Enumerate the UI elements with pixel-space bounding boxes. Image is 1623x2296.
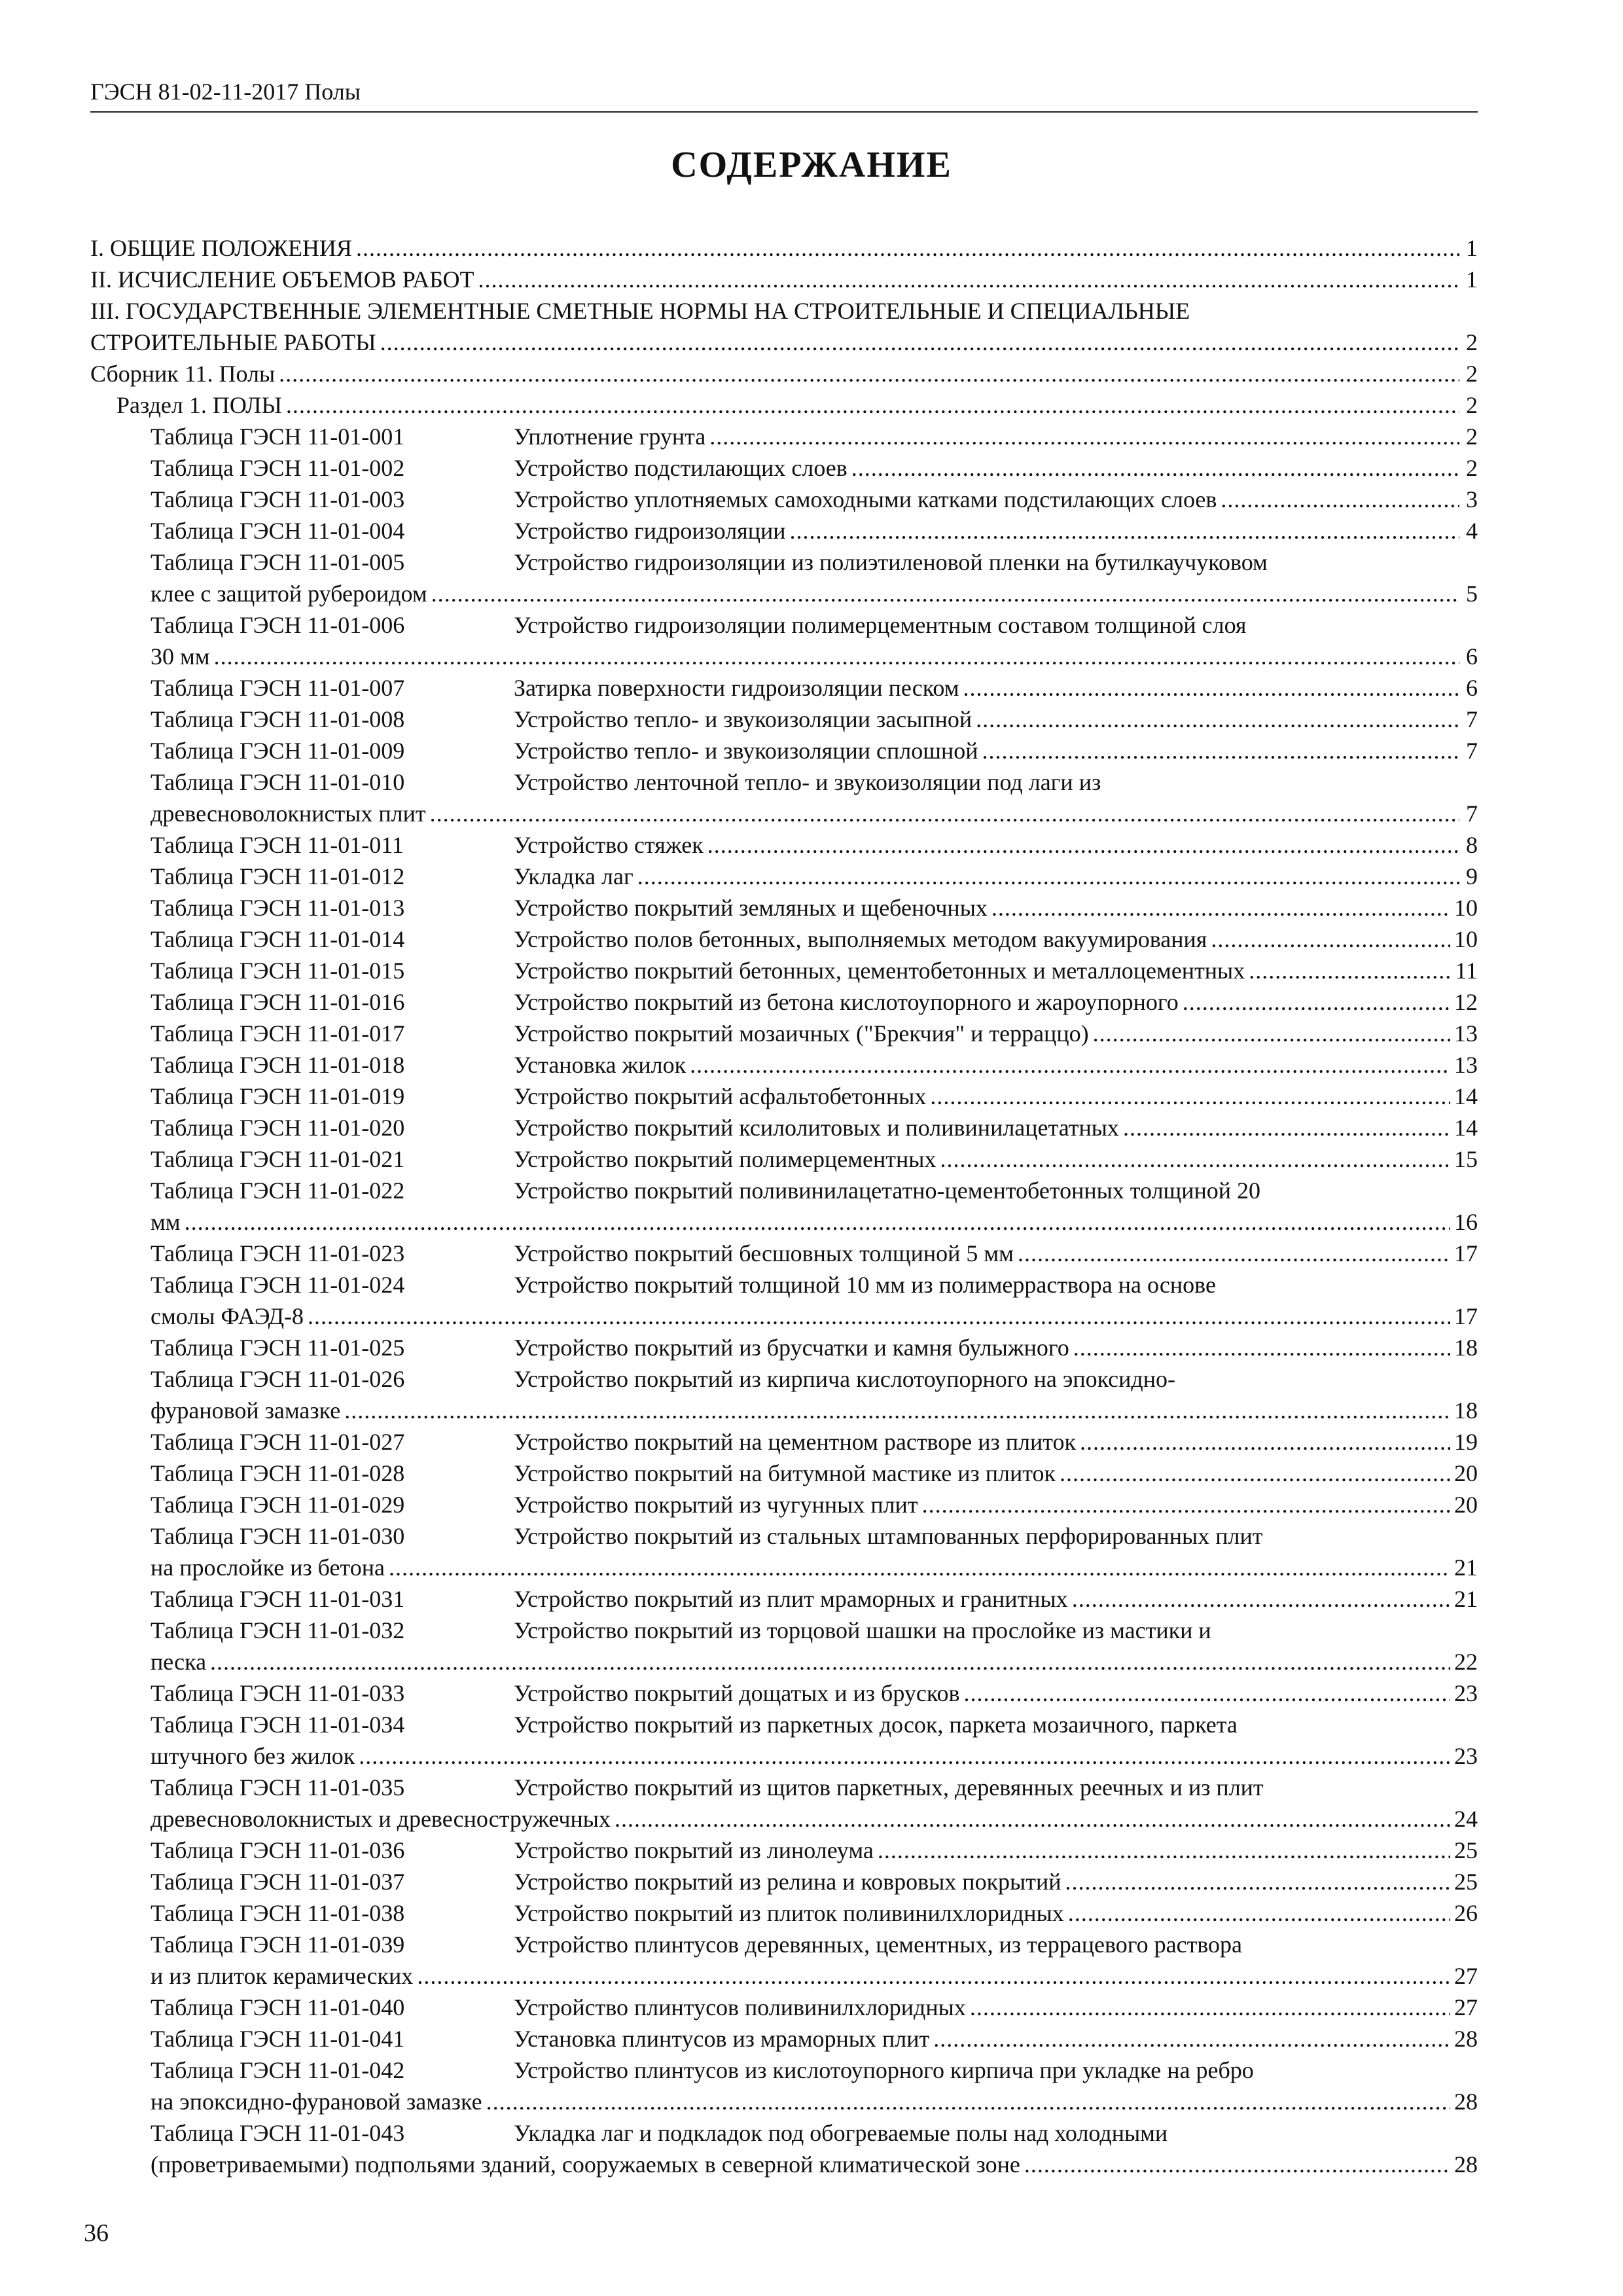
toc-leader-dots — [356, 232, 1459, 264]
toc-entry-continuation — [90, 1552, 1478, 1583]
toc-entry — [90, 766, 1478, 798]
toc-page-number: 6 — [1466, 643, 1478, 670]
toc-entry-title: Устройство покрытий на битумной мастике из плиток — [514, 1460, 1056, 1486]
toc-entry-title: Укладка лаг — [514, 863, 633, 889]
toc-entry — [90, 547, 1478, 578]
toc-page-number: 7 — [1466, 706, 1478, 732]
toc-entry-title-cont: древесноволокнистых и древесностружечных — [151, 1806, 611, 1832]
toc-page-number: 16 — [1454, 1209, 1478, 1235]
toc-leader-dots — [1073, 1332, 1450, 1363]
toc-entry — [90, 986, 1478, 1018]
toc-leader-dots — [308, 1300, 1450, 1332]
toc-page-number: 7 — [1466, 738, 1478, 764]
toc-entry — [90, 1992, 1478, 2023]
toc-entry — [90, 924, 1478, 955]
toc-page-number: 22 — [1454, 1649, 1478, 1675]
toc-table-code: Таблица ГЭСН 11-01-021 — [151, 1146, 405, 1172]
toc-leader-dots — [976, 704, 1459, 735]
toc-entry-title-cont: клее с защитой рубероидом — [151, 581, 427, 607]
toc-leader-dots — [963, 672, 1459, 704]
toc-table-code: Таблица ГЭСН 11-01-041 — [151, 2026, 405, 2052]
toc-page-number: 4 — [1466, 518, 1478, 544]
toc-leader-dots — [380, 327, 1459, 358]
toc-page-number: 20 — [1454, 1492, 1478, 1518]
toc-table-code: Таблица ГЭСН 11-01-003 — [151, 486, 405, 512]
toc-entry-title-cont: мм — [151, 1209, 181, 1235]
toc-page-number: 27 — [1454, 1994, 1478, 2020]
toc-leader-dots — [851, 452, 1459, 484]
toc-leader-dots — [1123, 1112, 1450, 1143]
toc-table-code: Таблица ГЭСН 11-01-008 — [151, 706, 405, 732]
toc-entry — [90, 1677, 1478, 1709]
toc-leader-dots — [1211, 924, 1450, 955]
toc-entry-continuation — [90, 1395, 1478, 1426]
toc-entry — [90, 1238, 1478, 1269]
toc-entry-title: Устройство покрытий из стальных штампованных перфорированных плит — [514, 1523, 1263, 1549]
toc-page-number: 17 — [1454, 1303, 1478, 1329]
toc-leader-dots — [1018, 1238, 1450, 1269]
toc-table-code: Таблица ГЭСН 11-01-005 — [151, 549, 405, 575]
toc-entry-title: Устройство покрытий земляных и щебеночных — [514, 895, 988, 921]
toc-page-number: 1 — [1466, 235, 1478, 261]
toc-page-number: 26 — [1454, 1900, 1478, 1926]
toc-entry — [90, 389, 1478, 421]
toc-table-code: Таблица ГЭСН 11-01-027 — [151, 1429, 405, 1455]
toc-page-number: 15 — [1454, 1146, 1478, 1172]
toc-page-number: 13 — [1454, 1052, 1478, 1078]
toc-table-code: Таблица ГЭСН 11-01-004 — [151, 518, 405, 544]
toc-table-code: Таблица ГЭСН 11-01-034 — [151, 1712, 405, 1738]
toc-entry-title: Устройство тепло- и звукоизоляции сплошной — [514, 738, 978, 764]
toc-table-code: Таблица ГЭСН 11-01-019 — [151, 1083, 405, 1109]
toc-entry-title-cont: на эпоксидно-фурановой замазке — [151, 2089, 482, 2115]
toc-entry-title: Устройство покрытий из релина и ковровых покрытий — [514, 1869, 1061, 1895]
toc-entry-title: Раздел 1. ПОЛЫ — [116, 392, 282, 418]
toc-entry — [90, 264, 1478, 295]
toc-entry-continuation — [90, 1740, 1478, 1772]
toc-page-number: 18 — [1454, 1335, 1478, 1361]
toc-entry — [90, 1143, 1478, 1175]
page-title: СОДЕРЖАНИЕ — [671, 145, 952, 185]
toc-entry-title-cont: на прослойке из бетона — [151, 1554, 385, 1581]
toc-table-code: Таблица ГЭСН 11-01-018 — [151, 1052, 405, 1078]
toc-entry-title: Устройство гидроизоляции — [514, 518, 786, 544]
toc-entry-title: I. ОБЩИЕ ПОЛОЖЕНИЯ — [90, 235, 352, 261]
toc-table-code: Таблица ГЭСН 11-01-023 — [151, 1240, 405, 1266]
toc-entry-title: Устройство покрытий из щитов паркетных, деревянных реечных и из плит — [514, 1774, 1264, 1801]
toc-entry — [90, 735, 1478, 766]
toc-page-number: 2 — [1466, 455, 1478, 481]
toc-page-number: 25 — [1454, 1869, 1478, 1895]
toc-table-code: Таблица ГЭСН 11-01-011 — [151, 832, 404, 858]
toc-entry-title: Устройство тепло- и звукоизоляции засыпной — [514, 706, 972, 732]
toc-table-code: Таблица ГЭСН 11-01-001 — [151, 423, 405, 450]
toc-entry — [90, 1269, 1478, 1300]
toc-page-number: 10 — [1454, 926, 1478, 952]
toc-leader-dots — [431, 578, 1459, 609]
toc-entry-title: Устройство покрытий из бетона кислотоупорного и жароупорного — [514, 989, 1179, 1015]
toc-entry-title: Устройство покрытий мозаичных ("Брекчия" и терраццо) — [514, 1020, 1089, 1047]
toc-page-number: 28 — [1454, 2151, 1478, 2178]
toc-entry-title: Затирка поверхности гидроизоляции песком — [514, 675, 959, 701]
toc-leader-dots — [1080, 1426, 1450, 1458]
toc-entry — [90, 1458, 1478, 1489]
toc-table-code: Таблица ГЭСН 11-01-042 — [151, 2057, 405, 2083]
toc-table-code: Таблица ГЭСН 11-01-029 — [151, 1492, 405, 1518]
toc-page-number: 12 — [1454, 989, 1478, 1015]
toc-leader-dots — [991, 892, 1450, 924]
toc-entry — [90, 1897, 1478, 1929]
toc-entry-continuation — [90, 1960, 1478, 1992]
toc-entry — [90, 1929, 1478, 1960]
toc-leader-dots — [478, 264, 1459, 295]
toc-entry — [90, 1615, 1478, 1646]
toc-page-number: 23 — [1454, 1743, 1478, 1769]
toc-leader-dots — [933, 2023, 1450, 2054]
toc-entry-title-cont: древесноволокнистых плит — [151, 800, 426, 827]
toc-entry — [90, 421, 1478, 452]
toc-entry-title: Устройство покрытий полимерцементных — [514, 1146, 936, 1172]
toc-entry-title: Устройство покрытий из плит мраморных и гранитных — [514, 1586, 1068, 1612]
toc-entry — [90, 829, 1478, 861]
toc-entry-title-cont: 30 мм — [151, 643, 210, 670]
toc-entry-title: Устройство покрытий дощатых и из брусков — [514, 1680, 960, 1706]
toc-page-number: 14 — [1454, 1115, 1478, 1141]
toc-page-number: 1 — [1466, 266, 1478, 293]
toc-leader-dots — [279, 358, 1459, 389]
toc-entry — [90, 295, 1478, 327]
toc-entry-title: Устройство покрытий ксилолитовых и поливинилацетатных — [514, 1115, 1119, 1141]
toc-entry-continuation — [90, 578, 1478, 609]
toc-entry — [90, 1489, 1478, 1520]
toc-page-number: 2 — [1466, 392, 1478, 418]
toc-table-code: Таблица ГЭСН 11-01-036 — [151, 1837, 405, 1863]
toc-table-code: Таблица ГЭСН 11-01-002 — [151, 455, 405, 481]
toc-entry-continuation — [90, 1300, 1478, 1332]
toc-table-code: Таблица ГЭСН 11-01-017 — [151, 1020, 405, 1047]
toc-entry — [90, 1018, 1478, 1049]
toc-entry-continuation — [90, 1646, 1478, 1677]
toc-table-code: Таблица ГЭСН 11-01-037 — [151, 1869, 405, 1895]
toc-entry-continuation — [90, 327, 1478, 358]
toc-entry — [90, 1175, 1478, 1206]
toc-entry-title-cont: СТРОИТЕЛЬНЫЕ РАБОТЫ — [90, 329, 376, 355]
toc-page-number: 21 — [1454, 1554, 1478, 1581]
toc-entry-title: Устройство гидроизоляции из полиэтиленовой пленки на бутилкаучуковом — [514, 549, 1268, 575]
toc-page-number: 2 — [1466, 329, 1478, 355]
toc-page-number: 23 — [1454, 1680, 1478, 1706]
toc-table-code: Таблица ГЭСН 11-01-009 — [151, 738, 405, 764]
toc-entry-continuation — [90, 2086, 1478, 2117]
toc-entry — [90, 2054, 1478, 2086]
toc-page-number: 10 — [1454, 895, 1478, 921]
toc-entry-continuation — [90, 1803, 1478, 1835]
toc-table-code: Таблица ГЭСН 11-01-043 — [151, 2120, 405, 2146]
toc-leader-dots — [970, 1992, 1450, 2023]
toc-page-number: 6 — [1466, 675, 1478, 701]
toc-leader-dots — [922, 1489, 1450, 1520]
toc-table-code: Таблица ГЭСН 11-01-006 — [151, 612, 405, 638]
toc-entry-title-cont: фурановой замазке — [151, 1397, 341, 1424]
toc-page-number: 11 — [1455, 958, 1478, 984]
toc-page-number: 27 — [1454, 1963, 1478, 1989]
toc-entry-title: Уплотнение грунта — [514, 423, 706, 450]
toc-entry-title: Устройство покрытий толщиной 10 мм из полимерраствора на основе — [514, 1272, 1216, 1298]
toc-leader-dots — [389, 1552, 1450, 1583]
toc-entry-title: Устройство покрытий асфальтобетонных — [514, 1083, 927, 1109]
toc-entry — [90, 704, 1478, 735]
toc-leader-dots — [940, 1143, 1451, 1175]
toc-entry-title-cont: и из плиток керамических — [151, 1963, 414, 1989]
toc-entry-continuation — [90, 798, 1478, 829]
toc-entry — [90, 1772, 1478, 1803]
toc-table-code: Таблица ГЭСН 11-01-026 — [151, 1366, 405, 1392]
toc-page-number: 8 — [1466, 832, 1478, 858]
toc-table-code: Таблица ГЭСН 11-01-013 — [151, 895, 405, 921]
toc-table-code: Таблица ГЭСН 11-01-038 — [151, 1900, 405, 1926]
toc-page-number: 20 — [1454, 1460, 1478, 1486]
toc-entry — [90, 484, 1478, 515]
toc-entry-title-cont: (проветриваемыми) подпольями зданий, сооружаемых в северной климатической зоне — [151, 2151, 1020, 2178]
toc-entry-title: Устройство гидроизоляции полимерцементным составом толщиной слоя — [514, 612, 1247, 638]
toc-table-code: Таблица ГЭСН 11-01-022 — [151, 1177, 405, 1204]
toc-page-number: 14 — [1454, 1083, 1478, 1109]
toc-page-number: 25 — [1454, 1837, 1478, 1863]
toc-entry-title-cont: смолы ФАЭД-8 — [151, 1303, 304, 1329]
toc-entry-title: Сборник 11. Полы — [90, 361, 276, 387]
toc-leader-dots — [1093, 1018, 1450, 1049]
toc-entry — [90, 1332, 1478, 1363]
toc-table-code: Таблица ГЭСН 11-01-025 — [151, 1335, 405, 1361]
toc-entry-continuation — [90, 2149, 1478, 2180]
toc-table-code: Таблица ГЭСН 11-01-007 — [151, 675, 405, 701]
toc-entry — [90, 892, 1478, 924]
toc-table-code: Таблица ГЭСН 11-01-012 — [151, 863, 405, 889]
toc-table-code: Таблица ГЭСН 11-01-039 — [151, 1931, 405, 1958]
toc-entry — [90, 1866, 1478, 1897]
toc-page-number: 13 — [1454, 1020, 1478, 1047]
running-header: ГЭСН 81-02-11-2017 Полы — [90, 79, 1478, 113]
toc-table-code: Таблица ГЭСН 11-01-031 — [151, 1586, 405, 1612]
toc-leader-dots — [790, 515, 1459, 547]
toc-leader-dots — [615, 1803, 1450, 1835]
toc-leader-dots — [214, 641, 1459, 672]
toc-entry — [90, 2023, 1478, 2054]
page-number: 36 — [84, 2219, 109, 2247]
toc-table-code: Таблица ГЭСН 11-01-015 — [151, 958, 405, 984]
toc-entry — [90, 609, 1478, 641]
toc-entry-title-cont: штучного без жилок — [151, 1743, 355, 1769]
toc-entry — [90, 1426, 1478, 1458]
toc-page-number: 2 — [1466, 423, 1478, 450]
toc-entry-title: II. ИСЧИСЛЕНИЕ ОБЪЕМОВ РАБОТ — [90, 266, 474, 293]
toc-leader-dots — [1249, 955, 1451, 986]
toc-entry-title: Устройство покрытий из торцовой шашки на прослойке из мастики и — [514, 1617, 1211, 1643]
toc-page-number: 19 — [1454, 1429, 1478, 1455]
toc-table-code: Таблица ГЭСН 11-01-016 — [151, 989, 405, 1015]
toc-leader-dots — [344, 1395, 1450, 1426]
toc-entry — [90, 452, 1478, 484]
toc-leader-dots — [878, 1835, 1450, 1866]
toc-leader-dots — [1060, 1458, 1450, 1489]
toc-page-number: 24 — [1454, 1806, 1478, 1832]
toc-entry — [90, 232, 1478, 264]
toc-table-code: Таблица ГЭСН 11-01-035 — [151, 1774, 405, 1801]
toc-leader-dots — [982, 735, 1459, 766]
toc-entry — [90, 1081, 1478, 1112]
toc-entry — [90, 1112, 1478, 1143]
toc-entry-title: Устройство покрытий из чугунных плит — [514, 1492, 918, 1518]
toc-entry-continuation — [90, 641, 1478, 672]
toc-entry-title-cont: песка — [151, 1649, 207, 1675]
toc-page-number: 21 — [1454, 1586, 1478, 1612]
toc-entry-title: Устройство покрытий из линолеума — [514, 1837, 874, 1863]
toc-table-code: Таблица ГЭСН 11-01-010 — [151, 769, 405, 795]
toc-table-code: Таблица ГЭСН 11-01-014 — [151, 926, 405, 952]
toc-leader-dots — [1024, 2149, 1450, 2180]
toc-entry-title: Устройство покрытий из плиток поливинилхлоридных — [514, 1900, 1064, 1926]
toc-entry — [90, 2117, 1478, 2149]
toc-entry-title: Устройство стяжек — [514, 832, 704, 858]
toc-entry-title: Устройство покрытий на цементном растворе из плиток — [514, 1429, 1077, 1455]
toc-leader-dots — [1183, 986, 1450, 1018]
toc-entry — [90, 1709, 1478, 1740]
toc-table-code: Таблица ГЭСН 11-01-020 — [151, 1115, 405, 1141]
toc-entry — [90, 1363, 1478, 1395]
toc-entry-title: Укладка лаг и подкладок под обогреваемые полы над холодными — [514, 2120, 1168, 2146]
table-of-contents — [90, 232, 1478, 2180]
toc-entry — [90, 672, 1478, 704]
toc-leader-dots — [359, 1740, 1450, 1772]
toc-leader-dots — [430, 798, 1459, 829]
toc-table-code: Таблица ГЭСН 11-01-030 — [151, 1523, 405, 1549]
toc-leader-dots — [210, 1646, 1450, 1677]
toc-entry-title: Устройство покрытий поливинилацетатно-цементобетонных толщиной 20 — [514, 1177, 1261, 1204]
toc-leader-dots — [1068, 1897, 1450, 1929]
toc-leader-dots — [286, 389, 1459, 421]
toc-entry-title: Устройство полов бетонных, выполняемых методом вакуумирования — [514, 926, 1207, 952]
toc-entry-title: Устройство плинтусов из кислотоупорного кирпича при укладке на ребро — [514, 2057, 1254, 2083]
toc-entry-continuation — [90, 1206, 1478, 1238]
toc-page-number: 17 — [1454, 1240, 1478, 1266]
toc-page-number: 3 — [1466, 486, 1478, 512]
toc-table-code: Таблица ГЭСН 11-01-024 — [151, 1272, 405, 1298]
toc-entry-title: III. ГОСУДАРСТВЕННЫЕ ЭЛЕМЕНТНЫЕ СМЕТНЫЕ НОРМЫ НА СТРОИТЕЛЬНЫЕ И СПЕЦИАЛЬНЫЕ — [90, 298, 1190, 324]
toc-entry — [90, 1049, 1478, 1081]
toc-leader-dots — [709, 421, 1459, 452]
toc-table-code: Таблица ГЭСН 11-01-032 — [151, 1617, 405, 1643]
toc-entry — [90, 861, 1478, 892]
toc-entry-title: Устройство подстилающих слоев — [514, 455, 847, 481]
toc-page-number: 5 — [1466, 581, 1478, 607]
toc-entry — [90, 1835, 1478, 1866]
toc-entry-title: Установка плинтусов из мраморных плит — [514, 2026, 930, 2052]
toc-entry — [90, 358, 1478, 389]
toc-page-number: 18 — [1454, 1397, 1478, 1424]
toc-leader-dots — [1072, 1583, 1450, 1615]
toc-table-code: Таблица ГЭСН 11-01-028 — [151, 1460, 405, 1486]
toc-table-code: Таблица ГЭСН 11-01-033 — [151, 1680, 405, 1706]
toc-entry-title: Устройство плинтусов поливинилхлоридных — [514, 1994, 966, 2020]
toc-leader-dots — [1065, 1866, 1450, 1897]
toc-entry-title: Устройство плинтусов деревянных, цементных, из террацевого раствора — [514, 1931, 1243, 1958]
toc-leader-dots — [486, 2086, 1450, 2117]
toc-entry-title: Устройство покрытий из кирпича кислотоупорного на эпоксидно- — [514, 1366, 1175, 1392]
toc-entry — [90, 1520, 1478, 1552]
toc-page-number: 28 — [1454, 2026, 1478, 2052]
toc-leader-dots — [637, 861, 1459, 892]
toc-entry-title: Устройство ленточной тепло- и звукоизоляции под лаги из — [514, 769, 1101, 795]
toc-entry-title: Устройство покрытий из брусчатки и камня булыжного — [514, 1335, 1069, 1361]
toc-page-number: 2 — [1466, 361, 1478, 387]
toc-leader-dots — [185, 1206, 1450, 1238]
toc-page-number: 7 — [1466, 800, 1478, 827]
toc-entry-title: Устройство покрытий бетонных, цементобетонных и металлоцементных — [514, 958, 1245, 984]
toc-leader-dots — [930, 1081, 1450, 1112]
toc-page-number: 9 — [1466, 863, 1478, 889]
toc-table-code: Таблица ГЭСН 11-01-040 — [151, 1994, 405, 2020]
toc-entry-title: Установка жилок — [514, 1052, 687, 1078]
toc-entry-title: Устройство покрытий из паркетных досок, паркета мозаичного, паркета — [514, 1712, 1238, 1738]
toc-entry — [90, 515, 1478, 547]
toc-entry-title: Устройство покрытий бесшовных толщиной 5 мм — [514, 1240, 1014, 1266]
toc-page-number: 28 — [1454, 2089, 1478, 2115]
toc-entry — [90, 1583, 1478, 1615]
toc-leader-dots — [964, 1677, 1451, 1709]
toc-entry-title: Устройство уплотняемых самоходными катками подстилающих слоев — [514, 486, 1217, 512]
toc-entry — [90, 955, 1478, 986]
toc-leader-dots — [707, 829, 1459, 861]
toc-leader-dots — [1221, 484, 1459, 515]
toc-leader-dots — [690, 1049, 1450, 1081]
toc-leader-dots — [417, 1960, 1450, 1992]
